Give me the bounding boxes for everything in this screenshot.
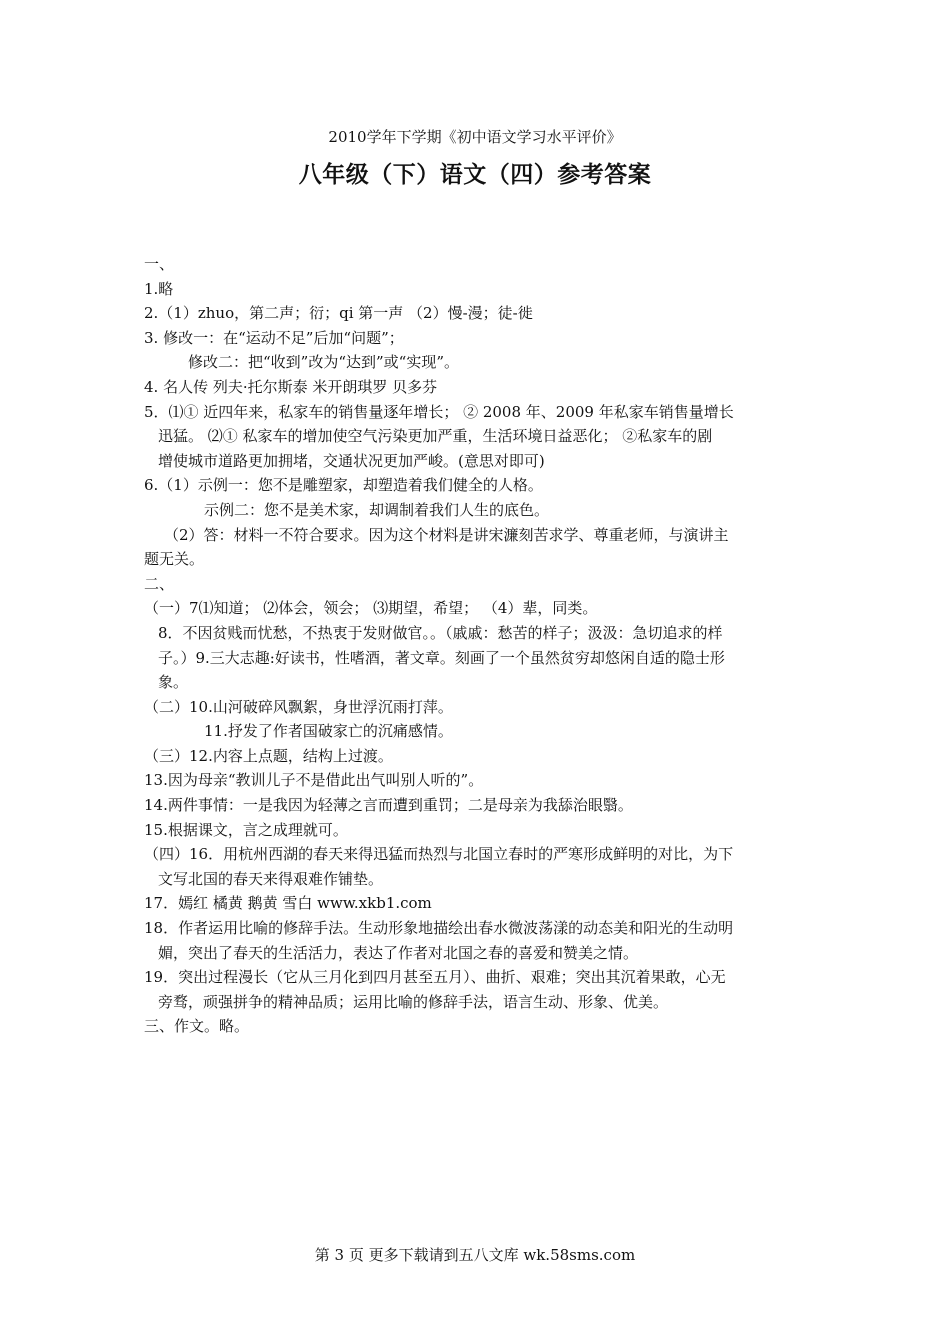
answer-line: 13.因为母亲“教训儿子不是借此出气叫别人听的”。: [144, 771, 484, 790]
answer-line: 文写北国的春天来得艰难作铺垫。: [158, 869, 384, 888]
document-title: 八年级（下）语文（四）参考答案: [298, 162, 652, 188]
answer-line: 迅猛。 ⑵① 私家车的增加使空气污染更加严重，生活环境日益恶化； ②私家车的剧: [158, 427, 713, 446]
answer-line: 18．作者运用比喻的修辞手法。生动形象地描绘出春水微波荡漾的动态美和阳光的生动明: [144, 919, 734, 938]
answer-line: 示例二：您不是美术家，却调制着我们人生的底色。: [204, 500, 550, 519]
answer-line: 增使城市道路更加拥堵，交通状况更加严峻。(意思对即可): [158, 451, 545, 470]
answer-line: 题无关。: [144, 550, 205, 569]
answer-line: 媚，突出了春天的生活活力，表达了作者对北国之春的喜爱和赞美之情。: [158, 943, 639, 962]
answer-line: 修改二：把“收到”改为“达到”或“实现”。: [188, 353, 460, 372]
answer-line: 15.根据课文，言之成理就可。: [144, 820, 348, 839]
document-subtitle: 2010学年下学期《初中语文学习水平评价》: [328, 128, 622, 146]
answer-body: [144, 252, 810, 1039]
answer-line: 19．突出过程漫长（它从三月化到四月甚至五月）、曲折、艰难；突出其沉着果敢，心无: [144, 968, 726, 987]
answer-line: 3. 修改一：在“运动不足”后加“问题”；: [144, 328, 404, 347]
answer-line: （一）7⑴知道； ⑵体会，领会； ⑶期望，希望； （4）辈，同类。: [144, 599, 598, 618]
answer-line: 11.抒发了作者国破家亡的沉痛感情。: [204, 722, 453, 741]
answer-line: 17．嫣红 橘黄 鹅黄 雪白 www.xkb1.com: [144, 894, 432, 913]
answer-line: 5．⑴① 近四年来，私家车的销售量逐年增长； ② 2008 年、2009 年私家车销售量增长: [144, 402, 734, 421]
answer-line: （三）12.内容上点题，结构上过渡。: [144, 746, 393, 765]
answer-line: 象。: [158, 673, 189, 692]
answer-line: （四）16．用杭州西湖的春天来得迅猛而热烈与北国立春时的严寒形成鲜明的对比，为下: [144, 845, 734, 864]
section-heading: 二、: [144, 574, 175, 593]
answer-line: 1.略: [144, 279, 174, 298]
answer-line: 4. 名人传 列夫·托尔斯泰 米开朗琪罗 贝多芬: [144, 377, 438, 396]
answer-line: 旁骛，顽强拼争的精神品质；运用比喻的修辞手法，语言生动、形象、优美。: [158, 992, 669, 1011]
answer-line: 子。）9.三大志趣:好读书，性嗜酒，著文章。刻画了一个虽然贫穷却悠闲自适的隐士形: [158, 648, 725, 667]
answer-line: （2）答：材料一不符合要求。因为这个材料是讲宋濂刻苦求学、尊重老师，与演讲主: [164, 525, 729, 544]
answer-line: 6.（1）示例一：您不是雕塑家，却塑造着我们健全的人格。: [144, 476, 543, 495]
section-heading: 一、: [144, 255, 175, 273]
section-heading: 三、作文。略。: [144, 1017, 250, 1036]
answer-line: 8．不因贫贱而忧愁，不热衷于发财做官。。（戚戚：愁苦的样子；汲汲：急切追求的样: [158, 623, 723, 642]
page-footer: 第 3 页 更多下载请到五八文库 wk.58sms.com: [314, 1246, 636, 1264]
answer-line: 2.（1）zhuo，第二声；衍；qi 第一声 （2）慢-漫；徒-徙: [144, 304, 533, 323]
answer-line: （二）10.山河破碎风飘絮，身世浮沉雨打萍。: [144, 697, 453, 716]
answer-line: 14.两件事情：一是我因为轻薄之言而遭到重罚；二是母亲为我舔治眼翳。: [144, 796, 633, 815]
